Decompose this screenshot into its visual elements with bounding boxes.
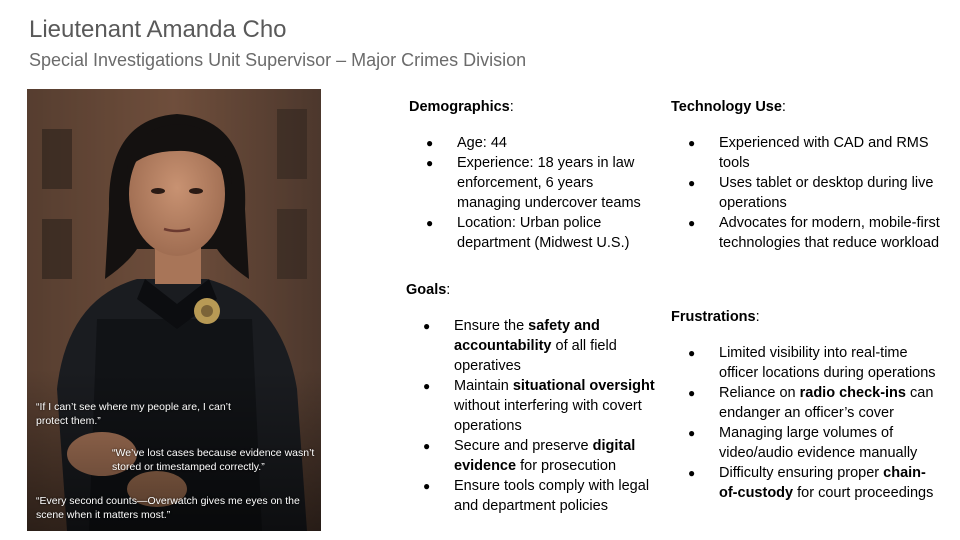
goals-list: [406, 316, 661, 516]
list-item: ● Managing large volumes of video/audio evidence manually: [671, 423, 941, 463]
list-item: ● Ensure tools comply with legal and department policies: [406, 476, 661, 516]
list-item: ● Maintain situational oversight without interfering with covert operations: [406, 376, 661, 436]
persona-role: Special Investigations Unit Supervisor – Major Crimes Division: [29, 50, 527, 70]
list-item: ● Uses tablet or desktop during live operations: [671, 173, 941, 213]
demographics-list: [409, 133, 659, 253]
demographics-section: Demographics: ● Age: 44 ● Experience: 18 years in law enforcement, 6 years managing undercover teams ● Location: Urban police department (Midwest U.S.): [409, 97, 659, 253]
technology-list: [671, 133, 941, 253]
frustrations-section: Frustrations: ● Limited visibility into real-time officer locations during operations ● Reliance on radio check-ins can endanger an officer’s cover ● Managing large volumes of video/audio evidence manually ● Difficulty ensuring proper chain-of-custody for court proceedings: [671, 307, 941, 503]
list-item: ● Location: Urban police department (Midwest U.S.): [409, 213, 659, 253]
list-item: ● Ensure the safety and accountability of all field operatives: [406, 316, 661, 376]
frustrations-heading: Frustrations: [671, 309, 756, 325]
quote-visibility: “If I can’t see where my people are, I can’t protect them.”: [36, 401, 231, 427]
quote-evidence: “We’ve lost cases because evidence wasn’t stored or timestamped correctly.”: [112, 447, 315, 473]
list-item: ● Experience: 18 years in law enforcement, 6 years managing undercover teams: [409, 153, 659, 213]
technology-section: Technology Use: ● Experienced with CAD and RMS tools ● Uses tablet or desktop during live operations ● Advocates for modern, mobile-first technologies that reduce workload: [671, 97, 941, 253]
technology-heading: Technology Use: [671, 99, 782, 115]
list-item: ● Limited visibility into real-time officer locations during operations: [671, 343, 941, 383]
demographics-heading: Demographics: [409, 99, 510, 115]
list-item: ● Reliance on radio check-ins can endanger an officer’s cover: [671, 383, 941, 423]
goals-heading: Goals: [406, 282, 447, 298]
list-item: ● Experienced with CAD and RMS tools: [671, 133, 941, 173]
list-item: ● Age: 44: [409, 133, 659, 153]
goals-section: Goals: ● Ensure the safety and accountability of all field operatives ● Maintain situational oversight without interfering with covert operations ● Secure and preserve digital evidence for prosecution ● Ensure tools comply with legal and department policies: [406, 280, 661, 516]
quote-overwatch: “Every second counts—Overwatch gives me eyes on the scene when it matters most.”: [36, 495, 300, 521]
list-item: ● Secure and preserve digital evidence for prosecution: [406, 436, 661, 476]
persona-name: Lieutenant Amanda Cho: [29, 16, 287, 43]
frustrations-list: [671, 343, 941, 503]
list-item: ● Difficulty ensuring proper chain-of-custody for court proceedings: [671, 463, 941, 503]
persona-photo: [27, 89, 321, 531]
list-item: ● Advocates for modern, mobile-first technologies that reduce workload: [671, 213, 941, 253]
